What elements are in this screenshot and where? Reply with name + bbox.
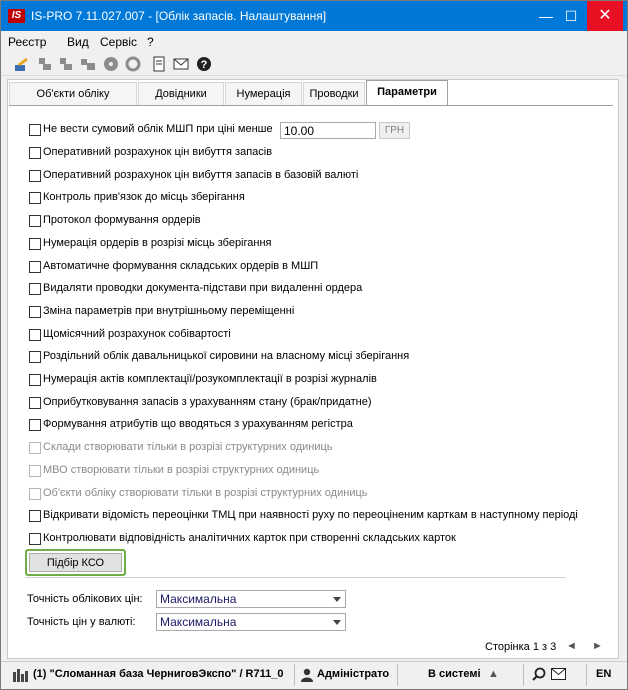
option-label: Видаляти проводки документа-підстави при видаленні ордера [43, 282, 363, 294]
currency-precision-value: Максимальна [160, 615, 237, 629]
user-status[interactable]: Адміністрато [317, 668, 390, 680]
dropdown-arrow-icon [333, 597, 341, 602]
status-divider [523, 664, 524, 686]
option-label: Об'єкти обліку створювати тільки в розрізі структурних одиниць [43, 487, 368, 499]
option-label: Нумерація ордерів в розрізі місць зберігання [43, 237, 272, 249]
toolbar [1, 52, 627, 76]
option-label: МВО створювати тільки в розрізі структурних одиниць [43, 464, 320, 476]
min-price-input[interactable]: 10.00 [280, 122, 376, 139]
user-icon [301, 668, 313, 682]
checkbox [29, 488, 41, 500]
checkbox[interactable] [29, 533, 41, 545]
database-icon [13, 668, 28, 682]
checkbox[interactable] [29, 283, 41, 295]
accounting-precision-label: Точність облікових цін: [27, 593, 143, 605]
option-label: Не вести сумовий облік МШП при ціні менше [43, 123, 273, 135]
pick-kso-button[interactable]: Підбір КСО [29, 553, 122, 572]
prev-page-button[interactable]: ◄ [566, 640, 577, 652]
disc-icon[interactable] [103, 56, 119, 72]
state-arrow-icon[interactable]: ▲ [488, 668, 499, 680]
menu-view[interactable]: Вид [67, 35, 89, 49]
accounting-precision-select[interactable] [156, 590, 346, 608]
option-label: Щомісячний розрахунок собівартості [43, 328, 231, 340]
page-indicator: Сторінка 1 з 3 [485, 641, 557, 653]
tab-divider [9, 105, 613, 106]
tab-directories[interactable]: Довідники [138, 82, 224, 105]
status-bar [1, 661, 627, 687]
search-icon[interactable] [532, 667, 546, 681]
option-label: Оперативний розрахунок цін вибуття запасів [43, 146, 273, 158]
edit-icon[interactable] [14, 56, 30, 72]
next-page-button[interactable]: ► [592, 640, 603, 652]
checkbox[interactable] [29, 510, 41, 522]
close-button[interactable]: ✕ [587, 1, 623, 31]
refresh-icon[interactable] [125, 56, 141, 72]
checkbox[interactable] [29, 192, 41, 204]
accounting-precision-value: Максимальна [160, 592, 237, 606]
tab-strip [9, 82, 617, 106]
separator [25, 577, 566, 578]
checkbox[interactable] [29, 329, 41, 341]
option-label: Склади створювати тільки в розрізі структурних одиниць [43, 441, 333, 453]
hierarchy-down-icon[interactable] [58, 56, 74, 72]
database-status[interactable]: (1) "Сломанная база ЧерниговЭкспо" / R711_0 [33, 668, 284, 680]
system-state[interactable]: В системі [428, 668, 481, 680]
checkbox[interactable] [29, 147, 41, 159]
currency-precision-label: Точність цін у валюті: [27, 616, 136, 628]
option-label: Відкривати відомість переоцінки ТМЦ при наявності руху по переоціненим карткам в наступному періоді [43, 509, 578, 521]
checkbox [29, 442, 41, 454]
checkbox[interactable] [29, 170, 41, 182]
document-icon[interactable] [151, 56, 167, 72]
checkbox[interactable] [29, 261, 41, 273]
option-label: Роздільний облік давальницької сировини на власному місці зберігання [43, 350, 410, 362]
checkbox[interactable] [29, 306, 41, 318]
menu-bar [1, 32, 627, 52]
option-label: Протокол формування ордерів [43, 214, 201, 226]
mail-icon[interactable] [173, 56, 189, 72]
checkbox[interactable] [29, 238, 41, 250]
tab-parameters[interactable]: Параметри [366, 80, 448, 106]
option-label: Нумерація актів комплектації/розукомплектації в розрізі журналів [43, 373, 377, 385]
menu-registry[interactable]: Реєстр [8, 35, 47, 49]
checkbox [29, 465, 41, 477]
checkbox[interactable] [29, 351, 41, 363]
currency-unit: ГРН [379, 122, 410, 139]
status-divider [586, 664, 587, 686]
hierarchy-icon[interactable] [80, 56, 96, 72]
maximize-button[interactable]: ☐ [564, 8, 578, 24]
dropdown-arrow-icon [333, 620, 341, 625]
menu-help[interactable]: ? [147, 35, 154, 49]
mail-icon[interactable] [551, 668, 566, 680]
pick-button-highlight [25, 549, 126, 576]
menu-service[interactable]: Сервіс [100, 35, 138, 49]
checkbox[interactable] [29, 397, 41, 409]
status-divider [294, 664, 295, 686]
language-indicator[interactable]: EN [596, 668, 612, 680]
option-label: Автоматичне формування складських ордерів в МШП [43, 260, 319, 272]
tab-accounting-objects[interactable]: Об'єкти обліку [9, 82, 137, 105]
checkbox[interactable] [29, 374, 41, 386]
option-label: Оперативний розрахунок цін вибуття запасів в базовій валюті [43, 169, 359, 181]
app-logo: IS [8, 9, 25, 23]
hierarchy-up-icon[interactable] [37, 56, 53, 72]
option-label: Формування атрибутів що вводяться з урахуванням регістра [43, 418, 353, 430]
option-label: Контроль прив'язок до місць зберігання [43, 191, 245, 203]
minimize-button[interactable]: — [539, 8, 553, 24]
currency-precision-select[interactable] [156, 613, 346, 631]
tab-numbering[interactable]: Нумерація [225, 82, 302, 105]
option-label: Оприбутковування запасів з урахуванням стану (брак/придатне) [43, 396, 372, 408]
checkbox[interactable] [29, 215, 41, 227]
title-bar[interactable] [1, 1, 627, 31]
status-divider [397, 664, 398, 686]
svg-text:?: ? [200, 59, 208, 71]
checkbox[interactable] [29, 124, 41, 136]
window-title: IS-PRO 7.11.027.007 - [Облік запасів. Налаштування] [31, 9, 327, 23]
checkbox[interactable] [29, 419, 41, 431]
help-icon[interactable] [196, 56, 212, 72]
tab-postings[interactable]: Проводки [303, 82, 365, 105]
option-label: Зміна параметрів при внутрішньому переміщенні [43, 305, 295, 317]
option-label: Контролювати відповідність аналітичних карток при створенні складських карток [43, 532, 456, 544]
